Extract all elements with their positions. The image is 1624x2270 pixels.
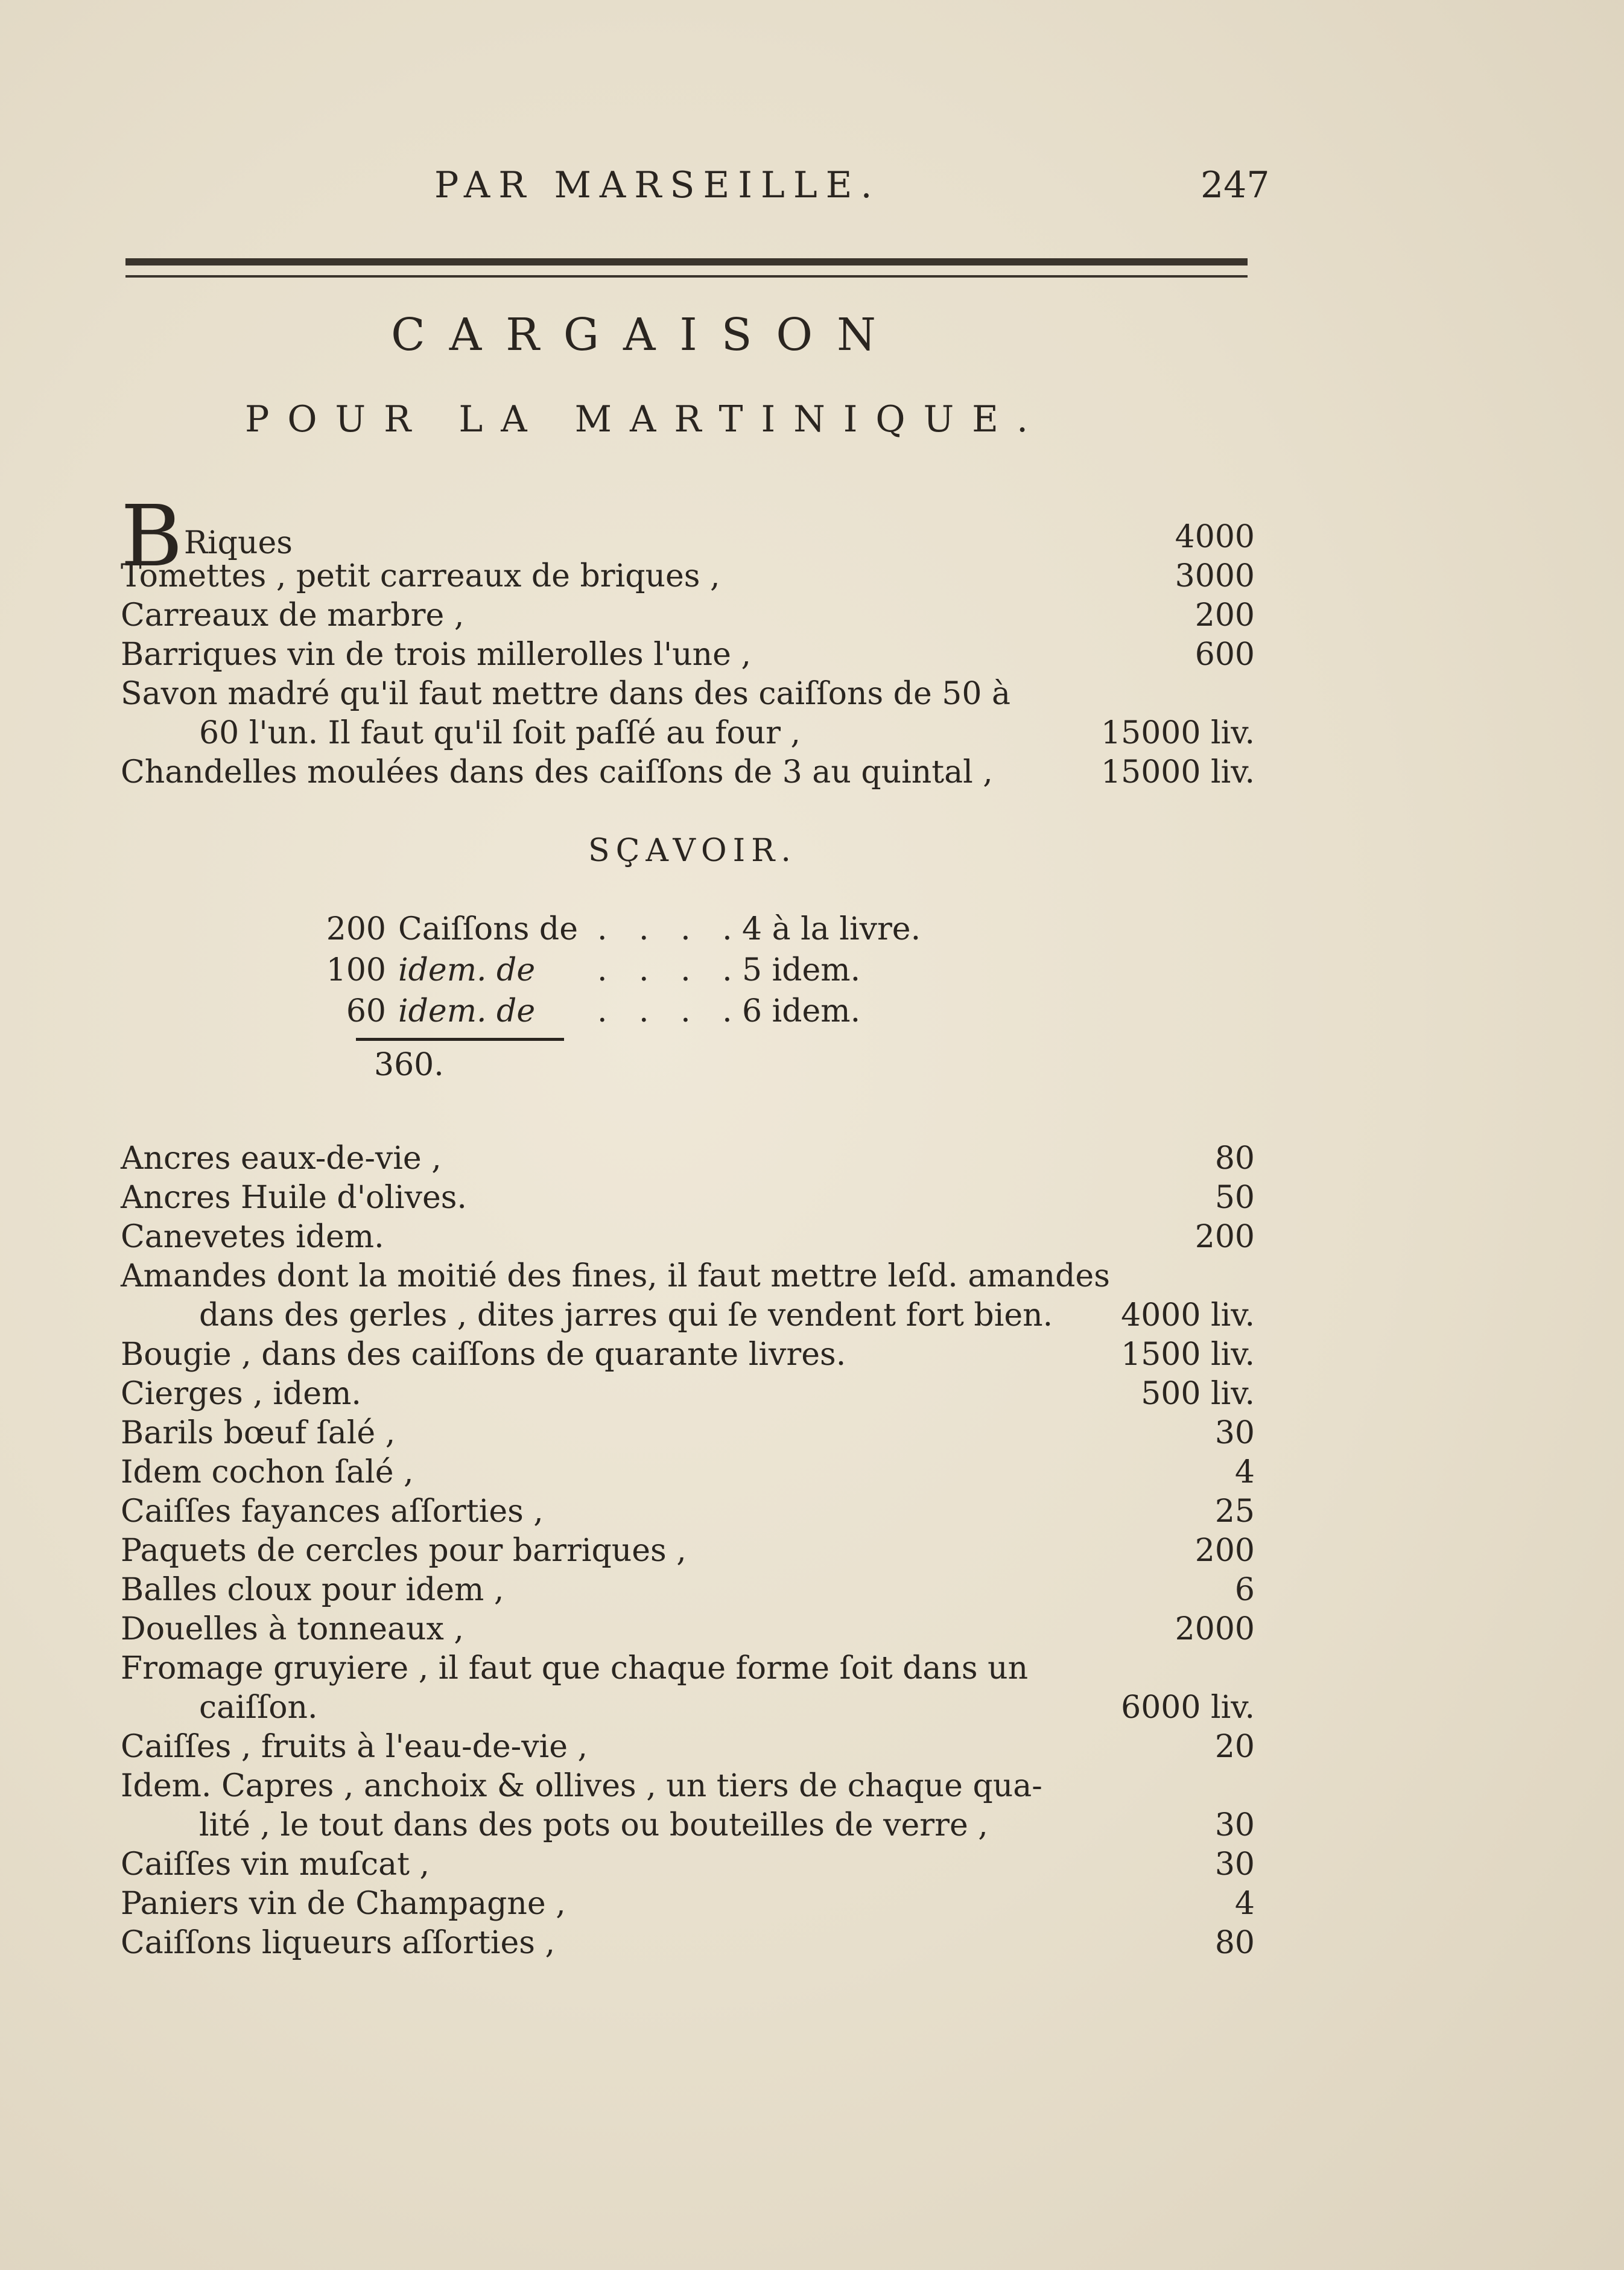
item-quantity: 2000 bbox=[1175, 1611, 1255, 1647]
list-item bbox=[121, 676, 1255, 714]
item-label: Bougie , dans des caiſſons de quarante livres. bbox=[121, 1337, 846, 1373]
item-quantity: 200 bbox=[1194, 1219, 1255, 1255]
item-quantity: 15000 liv. bbox=[1101, 754, 1255, 790]
item-label: Canevetes idem. bbox=[121, 1219, 384, 1255]
item-label: 60 l'un. Il faut qu'il ſoit paſſé au four , bbox=[199, 715, 801, 751]
page-subtitle: POUR LA MARTINIQUE. bbox=[244, 398, 1047, 440]
list-item bbox=[121, 754, 1255, 793]
item-label: Carreaux de marbre , bbox=[121, 597, 465, 634]
item-quantity: 3000 bbox=[1175, 558, 1255, 594]
item-quantity: 6000 liv. bbox=[1121, 1690, 1255, 1726]
scavoir-label: idem. de bbox=[398, 952, 536, 988]
item-label: dans des gerles , dites jarres qui ſe vendent fort bien. bbox=[199, 1297, 1053, 1334]
list-item bbox=[121, 1493, 1255, 1532]
scavoir-total: 360. bbox=[374, 1047, 444, 1083]
list-item bbox=[121, 1729, 1255, 1767]
item-label: Paquets de cercles pour barriques , bbox=[121, 1533, 687, 1569]
item-quantity: 50 bbox=[1214, 1180, 1255, 1216]
list-item bbox=[121, 1572, 1255, 1610]
list-item bbox=[121, 1690, 1255, 1728]
scavoir-leader: . . . . bbox=[597, 911, 743, 947]
header-rule-thick bbox=[125, 258, 1248, 265]
scavoir-leader: . . . . bbox=[597, 952, 743, 988]
item-quantity: 1500 liv. bbox=[1121, 1337, 1255, 1373]
running-head: PAR MARSEILLE. bbox=[434, 164, 881, 206]
item-label: Savon madré qu'il faut mettre dans des caiſſons de 50 à bbox=[121, 676, 1010, 712]
scavoir-value: 4 à la livre. bbox=[742, 911, 921, 947]
item-label: Caiſſons liqueurs aſſorties , bbox=[121, 1925, 556, 1961]
item-label: Barriques vin de trois millerolles l'une , bbox=[121, 637, 751, 673]
item-label: Idem. Capres , anchoix & ollives , un tiers de chaque qua- bbox=[121, 1768, 1042, 1804]
item-label: lité , le tout dans des pots ou bouteilles de verre , bbox=[199, 1807, 988, 1843]
item-quantity: 30 bbox=[1214, 1807, 1255, 1843]
scavoir-count: 60 bbox=[346, 993, 386, 1029]
item-label: Amandes dont la moitié des fines, il faut mettre leſd. amandes bbox=[121, 1258, 1110, 1294]
item-label: Paniers vin de Champagne , bbox=[121, 1886, 566, 1922]
list-item bbox=[121, 1297, 1255, 1336]
item-label: Chandelles moulées dans des caiſſons de 3 au quintal , bbox=[121, 754, 993, 790]
list-item bbox=[121, 1219, 1255, 1257]
item-quantity: 200 bbox=[1194, 597, 1255, 634]
scavoir-value: 6 idem. bbox=[742, 993, 861, 1029]
item-quantity: 200 bbox=[1194, 1533, 1255, 1569]
page-title: CARGAISON bbox=[391, 309, 900, 361]
item-quantity: 4000 bbox=[1175, 519, 1255, 555]
item-label: Riques bbox=[183, 525, 293, 561]
sum-rule bbox=[356, 1038, 564, 1041]
item-label: caiſſon. bbox=[199, 1690, 318, 1726]
item-quantity: 80 bbox=[1214, 1925, 1255, 1961]
item-quantity: 15000 liv. bbox=[1101, 715, 1255, 751]
item-label: Caiſſes , fruits à l'eau-de-vie , bbox=[121, 1729, 588, 1765]
scavoir-label: idem. de bbox=[398, 993, 536, 1029]
item-label: Idem cochon ſalé , bbox=[121, 1454, 414, 1490]
item-label: Barils bœuf ſalé , bbox=[121, 1415, 396, 1451]
item-label: Tomettes , petit carreaux de briques , bbox=[121, 558, 720, 594]
scavoir-value: 5 idem. bbox=[742, 952, 861, 988]
scavoir-label: Caiſſons de bbox=[398, 911, 578, 947]
item-label: Caiſſes fayances aſſorties , bbox=[121, 1493, 544, 1530]
list-item bbox=[121, 1180, 1255, 1218]
list-item bbox=[121, 1886, 1255, 1924]
list-item bbox=[121, 1454, 1255, 1493]
scavoir-heading: SÇAVOIR. bbox=[588, 833, 797, 869]
item-quantity: 600 bbox=[1194, 637, 1255, 673]
item-label: Cierges , idem. bbox=[121, 1376, 361, 1412]
list-item bbox=[121, 1925, 1255, 1963]
item-quantity: 500 liv. bbox=[1141, 1376, 1255, 1412]
list-item bbox=[121, 558, 1255, 597]
list-item bbox=[121, 1337, 1255, 1375]
list-item bbox=[121, 597, 1255, 636]
item-label: Ancres eaux-de-vie , bbox=[121, 1140, 442, 1177]
item-quantity: 20 bbox=[1214, 1729, 1255, 1765]
list-item bbox=[121, 1415, 1255, 1454]
list-item bbox=[121, 1140, 1255, 1179]
list-item bbox=[121, 1650, 1255, 1689]
item-quantity: 6 bbox=[1234, 1572, 1255, 1608]
item-quantity: 4 bbox=[1234, 1886, 1255, 1922]
list-item bbox=[121, 1807, 1255, 1846]
list-item bbox=[121, 1611, 1255, 1650]
item-quantity: 30 bbox=[1214, 1846, 1255, 1883]
page-number: 247 bbox=[1201, 164, 1270, 206]
item-quantity: 80 bbox=[1214, 1140, 1255, 1177]
header-rule-thin bbox=[125, 275, 1248, 278]
item-quantity: 25 bbox=[1214, 1493, 1255, 1530]
list-item bbox=[121, 715, 1255, 754]
item-quantity: 30 bbox=[1214, 1415, 1255, 1451]
item-quantity: 4 bbox=[1234, 1454, 1255, 1490]
list-item bbox=[121, 1768, 1255, 1807]
list-item bbox=[121, 1376, 1255, 1414]
item-label: Fromage gruyiere , il faut que chaque forme ſoit dans un bbox=[121, 1650, 1029, 1687]
list-item bbox=[121, 1258, 1255, 1297]
list-item bbox=[121, 1533, 1255, 1571]
item-label: Caiſſes vin muſcat , bbox=[121, 1846, 430, 1883]
item-label: Balles cloux pour idem , bbox=[121, 1572, 504, 1608]
item-label: Ancres Huile d'olives. bbox=[121, 1180, 467, 1216]
list-item bbox=[121, 1846, 1255, 1885]
drop-cap: B bbox=[121, 488, 183, 586]
item-label: Douelles à tonneaux , bbox=[121, 1611, 464, 1647]
scavoir-count: 200 bbox=[326, 911, 386, 947]
item-quantity: 4000 liv. bbox=[1121, 1297, 1255, 1334]
scavoir-count: 100 bbox=[326, 952, 386, 988]
list-item bbox=[121, 637, 1255, 675]
scavoir-leader: . . . . bbox=[597, 993, 743, 1029]
